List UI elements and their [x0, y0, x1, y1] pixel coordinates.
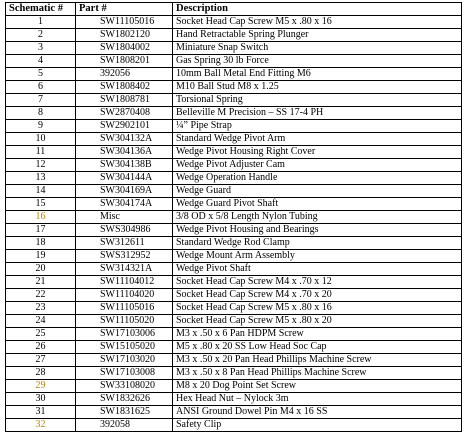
table-row: [6, 393, 462, 406]
part-number: SW1808201: [76, 55, 173, 68]
part-description: M5 x .80 x 20 SS Low Head Soc Cap: [173, 341, 462, 354]
part-description: M3 x .50 x 8 Pan Head Phillips Machine Screw: [173, 367, 462, 380]
schematic-number: 14: [6, 185, 76, 198]
table-row: [6, 276, 462, 289]
table-row: [6, 289, 462, 302]
schematic-number: 5: [6, 68, 76, 81]
header-schematic: Schematic #: [6, 3, 76, 16]
part-description: Hex Head Nut – Nylock 3m: [173, 393, 462, 406]
part-number: SW33108020: [76, 380, 173, 393]
part-description: Wedge Pivot Housing and Bearings: [173, 224, 462, 237]
schematic-number: 1: [6, 16, 76, 29]
part-number: SWS304986: [76, 224, 173, 237]
part-description: Hand Retractable Spring Plunger: [173, 29, 462, 42]
table-row: [6, 367, 462, 380]
part-description: Socket Head Cap Screw M5 x .80 x 16: [173, 302, 462, 315]
table-row: [6, 263, 462, 276]
schematic-number: 7: [6, 94, 76, 107]
schematic-number: 19: [6, 250, 76, 263]
table-row: [6, 29, 462, 42]
schematic-number: 29: [6, 380, 76, 393]
parts-body: [6, 16, 462, 432]
part-description: Miniature Snap Switch: [173, 42, 462, 55]
schematic-number: 24: [6, 315, 76, 328]
table-row: [6, 211, 462, 224]
part-number: SW1808402: [76, 81, 173, 94]
table-row: [6, 315, 462, 328]
schematic-number: 15: [6, 198, 76, 211]
schematic-number: 28: [6, 367, 76, 380]
part-description: Wedge Pivot Adjuster Cam: [173, 159, 462, 172]
table-row: [6, 328, 462, 341]
schematic-number: 30: [6, 393, 76, 406]
table-row: [6, 159, 462, 172]
part-description: Torsional Spring: [173, 94, 462, 107]
part-number: SW304138B: [76, 159, 173, 172]
part-description: M10 Ball Stud M8 x 1.25: [173, 81, 462, 94]
table-row: [6, 146, 462, 159]
schematic-number: 31: [6, 406, 76, 419]
table-row: [6, 198, 462, 211]
schematic-number: 9: [6, 120, 76, 133]
header-part: Part #: [76, 3, 173, 16]
part-description: Standard Wedge Rod Clamp: [173, 237, 462, 250]
schematic-number: 27: [6, 354, 76, 367]
schematic-number: 17: [6, 224, 76, 237]
table-row: [6, 55, 462, 68]
part-number: SW314321A: [76, 263, 173, 276]
table-row: [6, 16, 462, 29]
schematic-number: 8: [6, 107, 76, 120]
table-row: [6, 224, 462, 237]
part-description: Gas Spring 30 lb Force: [173, 55, 462, 68]
table-row: [6, 302, 462, 315]
table-row: [6, 172, 462, 185]
part-description: Belleville M Precision – SS 17-4 PH: [173, 107, 462, 120]
part-number: SW304169A: [76, 185, 173, 198]
part-number: Misc: [76, 211, 173, 224]
part-description: Wedge Pivot Housing Right Cover: [173, 146, 462, 159]
part-number: SW1802120: [76, 29, 173, 42]
part-number: 392058: [76, 419, 173, 432]
part-description: Wedge Pivot Shaft: [173, 263, 462, 276]
schematic-number: 13: [6, 172, 76, 185]
part-number: SW304136A: [76, 146, 173, 159]
part-description: Standard Wedge Pivot Arm: [173, 133, 462, 146]
schematic-number: 21: [6, 276, 76, 289]
schematic-number: 16: [6, 211, 76, 224]
table-row: [6, 185, 462, 198]
table-row: [6, 380, 462, 393]
part-description: Wedge Operation Handle: [173, 172, 462, 185]
part-number: SW312611: [76, 237, 173, 250]
part-number: SW304144A: [76, 172, 173, 185]
schematic-number: 2: [6, 29, 76, 42]
table-row: [6, 237, 462, 250]
table-row: [6, 68, 462, 81]
part-description: Wedge Mount Arm Assembly: [173, 250, 462, 263]
part-description: Socket Head Cap Screw M5 x .80 x 20: [173, 315, 462, 328]
part-description: ¼” Pipe Strap: [173, 120, 462, 133]
table-row: [6, 107, 462, 120]
part-description: 3/8 OD x 5/8 Length Nylon Tubing: [173, 211, 462, 224]
table-row: [6, 42, 462, 55]
part-number: SW1808781: [76, 94, 173, 107]
schematic-number: 11: [6, 146, 76, 159]
table-row: [6, 419, 462, 432]
part-number: SW11105016: [76, 16, 173, 29]
schematic-number: 32: [6, 419, 76, 432]
parts-table: [5, 2, 462, 432]
schematic-number: 10: [6, 133, 76, 146]
part-description: 10mm Ball Metal End Fitting M6: [173, 68, 462, 81]
part-number: SW304174A: [76, 198, 173, 211]
header-description: Description: [173, 3, 462, 16]
part-number: SW2870408: [76, 107, 173, 120]
schematic-number: 22: [6, 289, 76, 302]
part-description: Wedge Guard Pivot Shaft: [173, 198, 462, 211]
schematic-number: 26: [6, 341, 76, 354]
header-row: [6, 3, 462, 16]
part-description: Wedge Guard: [173, 185, 462, 198]
schematic-number: 25: [6, 328, 76, 341]
schematic-number: 18: [6, 237, 76, 250]
schematic-number: 23: [6, 302, 76, 315]
part-number: 392056: [76, 68, 173, 81]
part-description: Socket Head Cap Screw M4 x .70 x 12: [173, 276, 462, 289]
schematic-number: 20: [6, 263, 76, 276]
schematic-number: 12: [6, 159, 76, 172]
schematic-number: 4: [6, 55, 76, 68]
part-number: SW11105016: [76, 302, 173, 315]
part-description: M3 x .50 x 6 Pan HDPM Screw: [173, 328, 462, 341]
table-row: [6, 406, 462, 419]
part-number: SW17103006: [76, 328, 173, 341]
schematic-number: 6: [6, 81, 76, 94]
table-row: [6, 81, 462, 94]
part-number: SW11105020: [76, 315, 173, 328]
part-description: M3 x .50 x 20 Pan Head Phillips Machine Screw: [173, 354, 462, 367]
table-row: [6, 94, 462, 107]
part-description: Socket Head Cap Screw M4 x .70 x 20: [173, 289, 462, 302]
part-number: SW15105020: [76, 341, 173, 354]
part-description: M8 x 20 Dog Point Set Screw: [173, 380, 462, 393]
table-row: [6, 341, 462, 354]
part-number: SW11104020: [76, 289, 173, 302]
part-number: SW1804002: [76, 42, 173, 55]
table-row: [6, 250, 462, 263]
part-description: ANSI Ground Dowel Pin M4 x 16 SS: [173, 406, 462, 419]
part-number: SW304132A: [76, 133, 173, 146]
table-row: [6, 120, 462, 133]
part-number: SW1832626: [76, 393, 173, 406]
part-number: SW11104012: [76, 276, 173, 289]
table-row: [6, 133, 462, 146]
schematic-number: 3: [6, 42, 76, 55]
part-number: SW17103008: [76, 367, 173, 380]
table-row: [6, 354, 462, 367]
part-number: SWS312952: [76, 250, 173, 263]
part-number: SW1831625: [76, 406, 173, 419]
part-number: SW2902101: [76, 120, 173, 133]
part-description: Socket Head Cap Screw M5 x .80 x 16: [173, 16, 462, 29]
part-number: SW17103020: [76, 354, 173, 367]
part-description: Safety Clip: [173, 419, 462, 432]
